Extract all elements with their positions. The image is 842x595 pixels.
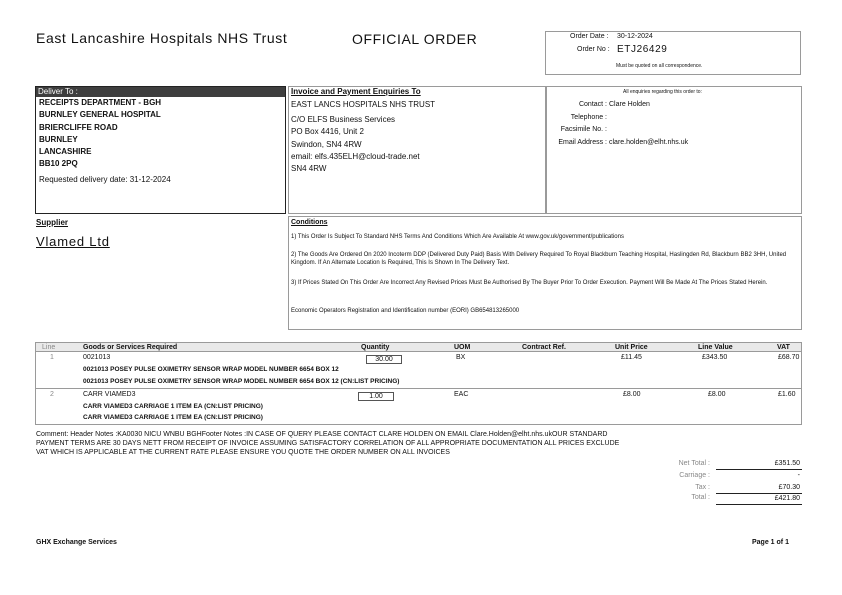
invoice-line-5: email: elfs.435ELH@cloud-trade.net <box>291 152 420 161</box>
th-quantity: Quantity <box>361 344 390 351</box>
order-info-box <box>545 31 801 75</box>
requested-delivery-label: Requested delivery date: <box>39 175 128 184</box>
totals-box <box>660 460 802 508</box>
tax-value: £70.30 <box>778 484 800 491</box>
row-item-code: CARR VIAMED3 <box>83 391 136 398</box>
email-label: Email Address : <box>558 139 607 146</box>
eori-number: Economic Operators Registration and Identification number (EORI) GB654813265000 <box>291 308 520 314</box>
total-value: £421.80 <box>774 495 800 502</box>
row-uom: EAC <box>454 391 469 398</box>
th-line: Line <box>42 344 56 351</box>
document-title: OFFICIAL ORDER <box>352 31 478 47</box>
row-description-detail: CARR VIAMED3 CARRIAGE 1 ITEM EA (CN:LIST PRICING) <box>83 414 263 421</box>
telephone-label: Telephone : <box>570 114 607 121</box>
row-line-number: 1 <box>50 354 54 361</box>
row-unit-price: £11.45 <box>621 354 642 361</box>
table-row <box>35 352 802 389</box>
deliver-line-1: RECEIPTS DEPARTMENT - BGH <box>39 98 162 107</box>
supplier-name: Vlamed Ltd <box>36 234 110 249</box>
order-date-value: 30-12-2024 <box>617 33 653 40</box>
th-contract: Contract Ref. <box>522 344 566 351</box>
deliver-to-box <box>35 86 286 214</box>
order-no-value: ETJ26429 <box>617 44 668 55</box>
conditions-heading: Conditions <box>291 219 328 226</box>
th-uom: UOM <box>454 344 471 351</box>
tax-rule <box>716 493 802 494</box>
th-vat: VAT <box>777 344 790 351</box>
row-description-detail: 0021013 POSEY PULSE OXIMETRY SENSOR WRAP MODEL NUMBER 6654 BOX 12 (CN:LIST PRICING) <box>83 378 400 385</box>
invoice-heading: Invoice and Payment Enquiries To <box>291 87 421 96</box>
row-uom: BX <box>456 354 466 361</box>
row-vat: £68.70 <box>778 354 800 361</box>
contact-label: Contact : <box>578 101 607 108</box>
row-description: CARR VIAMED3 CARRIAGE 1 ITEM EA (CN:LIST PRICING) <box>83 403 263 410</box>
deliver-line-5: LANCASHIRE <box>39 147 92 156</box>
contact-box <box>546 86 802 214</box>
deliver-line-6: BB10 2PQ <box>39 159 78 168</box>
email-value: clare.holden@elht.nhs.uk <box>609 139 689 146</box>
conditions-box <box>288 216 802 330</box>
footer-provider: GHX Exchange Services <box>36 539 117 546</box>
net-total-label: Net Total : <box>678 460 710 467</box>
table-header-row <box>35 342 802 352</box>
carriage-value: - <box>797 472 800 479</box>
row-quantity: 1.00 <box>358 392 394 401</box>
tax-label: Tax : <box>695 484 710 491</box>
net-total-value: £351.50 <box>774 460 800 467</box>
table-row <box>35 389 802 425</box>
total-rule <box>716 504 802 505</box>
order-no-note: Must be quoted on all correspondence. <box>616 63 703 69</box>
th-goods: Goods or Services Required <box>83 344 178 351</box>
requested-delivery <box>39 175 171 185</box>
deliver-line-2: BURNLEY GENERAL HOSPITAL <box>39 110 161 119</box>
comment-line-3: VAT WHICH IS APPLICABLE AT THE CURRENT RATE PLEASE ENSURE YOU QUOTE THE ORDER NUMBER ON ALL INVOICES <box>36 449 450 456</box>
trust-name: East Lancashire Hospitals NHS Trust <box>36 30 288 46</box>
invoice-line-4: Swindon, SN4 4RW <box>291 140 362 149</box>
row-line-value: £8.00 <box>708 391 726 398</box>
condition-3: 3) If Prices Stated On This Order Are Incorrect Any Revised Prices Must Be Authorised By The Buyer Prior To Order Execution. Payment Will Be Made At The Prices Stated Herein. <box>291 280 768 286</box>
row-item-code: 0021013 <box>83 354 111 361</box>
supplier-label: Supplier <box>36 218 69 227</box>
th-line-value: Line Value <box>698 344 733 351</box>
deliver-line-3: BRIERCLIFFE ROAD <box>39 123 118 132</box>
row-line-value: £343.50 <box>702 354 728 361</box>
net-total-rule <box>716 469 802 470</box>
row-quantity: 30.00 <box>366 355 402 364</box>
fax-label: Facsimile No. : <box>560 126 607 133</box>
invoice-line-1: EAST LANCS HOSPITALS NHS TRUST <box>291 100 436 109</box>
requested-delivery-date: 31-12-2024 <box>129 175 171 184</box>
contact-note: All enquiries regarding this order to: <box>623 89 702 95</box>
comment-line-1: Comment: Header Notes :KA0030 NICU WNBU BGHFooter Notes :IN CASE OF QUERY PLEASE CONTACT CLARE HOLDEN ON EMAIL Clare.Holden@elht.nhs.ukOUR STANDARD <box>36 431 608 438</box>
invoice-enquiries-box <box>288 86 546 214</box>
condition-2: 2) The Goods Are Ordered On 2020 Incoterm DDP (Delivered Duty Paid) Basis With Delivery Required To Royal Blackburn Teaching Hospital, Haslingden Rd, Blackburn BB2 3HH, United Kingdom. If An Alternate Location Is Required, This Is Shown In The Delivery Text. <box>291 252 787 266</box>
invoice-line-2: C/O ELFS Business Services <box>291 115 396 124</box>
row-vat: £1.60 <box>778 391 796 398</box>
order-no-label: Order No : <box>577 46 610 53</box>
order-date-label: Order Date : <box>570 33 609 40</box>
invoice-line-3: PO Box 4416, Unit 2 <box>291 127 364 136</box>
condition-1: 1) This Order Is Subject To Standard NHS Terms And Conditions Which Are Available At www.gov.uk/government/publications <box>291 234 624 240</box>
comment-line-2: PAYMENT TERMS ARE 30 DAYS NETT FROM RECEIPT OF INVOICE ASSUMING SATISFACTORY CORRELATION OF ALL APPROPRIATE DOCUMENTATION ALL PRICES EXCLUDE <box>36 440 620 447</box>
invoice-line-6: SN4 4RW <box>291 164 327 173</box>
total-label: Total : <box>691 494 710 501</box>
deliver-to-heading: Deliver To : <box>36 87 285 97</box>
deliver-line-4: BURNLEY <box>39 135 78 144</box>
contact-value: Clare Holden <box>609 101 650 108</box>
carriage-label: Carriage : <box>679 472 710 479</box>
row-line-number: 2 <box>50 391 54 398</box>
th-unit-price: Unit Price <box>615 344 648 351</box>
row-description: 0021013 POSEY PULSE OXIMETRY SENSOR WRAP MODEL NUMBER 6654 BOX 12 <box>83 366 339 373</box>
footer-page-number: Page 1 of 1 <box>752 539 789 546</box>
row-unit-price: £8.00 <box>623 391 641 398</box>
